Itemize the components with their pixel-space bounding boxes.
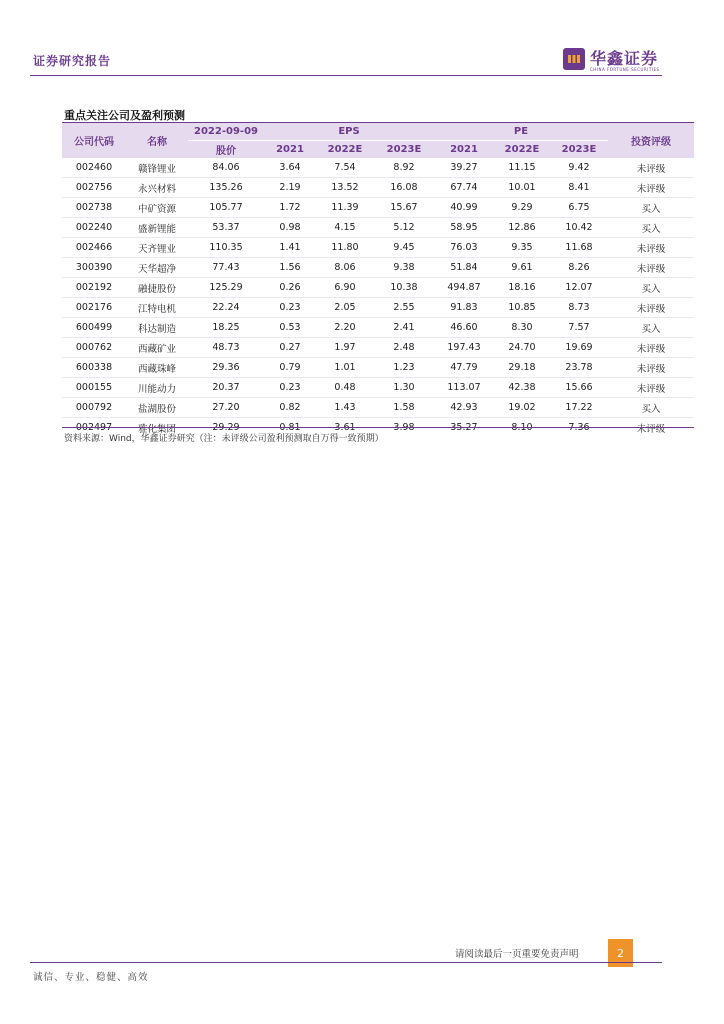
cell-rating: 未评级 [608, 238, 694, 258]
table-row [62, 178, 694, 198]
cell-eps2021: 0.98 [264, 218, 316, 238]
header-rating: 投资评级 [608, 123, 694, 158]
cell-code: 600499 [62, 318, 126, 338]
cell-eps2022: 8.06 [316, 258, 374, 278]
cell-name: 盐湖股份 [126, 398, 188, 418]
cell-eps2021: 0.26 [264, 278, 316, 298]
cell-rating: 未评级 [608, 158, 694, 178]
cell-price: 20.37 [188, 378, 264, 398]
cell-eps2023: 2.55 [374, 298, 434, 318]
cell-eps2021: 2.19 [264, 178, 316, 198]
cell-code: 002466 [62, 238, 126, 258]
table-row [62, 278, 694, 298]
cell-pe2022: 11.15 [494, 158, 550, 178]
cell-eps2021: 1.56 [264, 258, 316, 278]
cell-price: 105.77 [188, 198, 264, 218]
cell-eps2023: 2.48 [374, 338, 434, 358]
table-row [62, 198, 694, 218]
cell-code: 002240 [62, 218, 126, 238]
cell-rating: 买入 [608, 398, 694, 418]
table-row [62, 338, 694, 358]
cell-pe2021: 58.95 [434, 218, 494, 238]
cell-price: 29.29 [212, 422, 240, 433]
cell-eps2021: 1.41 [264, 238, 316, 258]
cell-pe2022: 24.70 [494, 338, 550, 358]
cell-pe2021: 51.84 [434, 258, 494, 278]
cell-eps2021: 0.27 [264, 338, 316, 358]
cell-pe2021: 197.43 [434, 338, 494, 358]
cell-name: 西藏矿业 [126, 338, 188, 358]
cell-code: 002738 [62, 198, 126, 218]
cell-eps2021: 0.82 [264, 398, 316, 418]
header-divider [30, 75, 662, 76]
cell-code: 002497 [75, 422, 113, 433]
table-row [62, 298, 694, 318]
cell-rating: 买入 [608, 198, 694, 218]
cell-pe2022: 18.16 [494, 278, 550, 298]
logo-mark-icon [563, 48, 585, 70]
cell-price: 29.36 [188, 358, 264, 378]
cell-price: 53.37 [188, 218, 264, 238]
cell-pe2023: 8.73 [550, 298, 608, 318]
cell-eps2022: 1.97 [316, 338, 374, 358]
cell-price: 77.43 [188, 258, 264, 278]
table-row [62, 398, 694, 418]
cell-code: 002460 [62, 158, 126, 178]
cell-code: 300390 [62, 258, 126, 278]
cell-rating: 买入 [608, 278, 694, 298]
cell-pe2021: 39.27 [434, 158, 494, 178]
table-row [62, 378, 694, 398]
cell-eps2023: 15.67 [374, 198, 434, 218]
company-motto: 诚信、专业、稳健、高效 [33, 972, 149, 983]
cell-pe2022: 8.30 [494, 318, 550, 338]
cell-eps2023: 9.45 [374, 238, 434, 258]
cell-name: 永兴材料 [126, 178, 188, 198]
cell-eps2023: 2.41 [374, 318, 434, 338]
header-code: 公司代码 [62, 123, 126, 158]
cell-name: 雅化集团 [137, 423, 176, 435]
header-eps-2022e: 2022E [316, 141, 374, 159]
cell-eps2022: 1.01 [316, 358, 374, 378]
disclaimer-note: 请阅读最后一页重要免责声明 [455, 949, 579, 960]
cell-price: 27.20 [188, 398, 264, 418]
cell-eps2023: 10.38 [374, 278, 434, 298]
cell-pe2023: 12.07 [550, 278, 608, 298]
header-eps-2023e: 2023E [374, 141, 434, 159]
cell-price: 125.29 [188, 278, 264, 298]
cell-eps2022: 2.05 [316, 298, 374, 318]
table-row [62, 158, 694, 178]
footer-divider [30, 962, 662, 963]
cell-eps2023: 3.98 [393, 422, 415, 433]
header-name: 名称 [126, 123, 188, 158]
cell-pe2021: 40.99 [434, 198, 494, 218]
header-pe-2022e: 2022E [494, 141, 550, 159]
cell-pe2023: 8.41 [550, 178, 608, 198]
cell-eps2023: 1.30 [374, 378, 434, 398]
cell-name: 盛新锂能 [126, 218, 188, 238]
cell-code: 000792 [62, 398, 126, 418]
cell-pe2023: 8.26 [550, 258, 608, 278]
cell-eps2022: 2.20 [316, 318, 374, 338]
cell-name: 川能动力 [126, 378, 188, 398]
table-row [62, 258, 694, 278]
cell-pe2022: 8.10 [511, 422, 533, 433]
cell-rating: 未评级 [636, 423, 666, 435]
header-pe-2021: 2021 [434, 141, 494, 159]
header-pe: PE [434, 123, 608, 141]
source-note: 资料来源：Wind，华鑫证券研究（注：未评级公司盈利预测取自万得一致预期） [64, 434, 384, 444]
cell-pe2023: 15.66 [550, 378, 608, 398]
cell-name: 西藏珠峰 [126, 358, 188, 378]
cell-pe2023: 6.75 [550, 198, 608, 218]
cell-eps2022: 6.90 [316, 278, 374, 298]
cell-pe2022: 9.29 [494, 198, 550, 218]
header-date: 2022-09-09 [188, 123, 264, 141]
cell-eps2023: 1.23 [374, 358, 434, 378]
cell-pe2023: 11.68 [550, 238, 608, 258]
cell-pe2021: 494.87 [434, 278, 494, 298]
cell-name: 天华超净 [126, 258, 188, 278]
cell-name: 天齐锂业 [126, 238, 188, 258]
cell-eps2022: 0.48 [316, 378, 374, 398]
table-row [62, 358, 694, 378]
cell-eps2022: 13.52 [316, 178, 374, 198]
cell-eps2023: 8.92 [374, 158, 434, 178]
cell-eps2023: 1.58 [374, 398, 434, 418]
forecast-table [62, 123, 694, 437]
cell-rating: 买入 [608, 318, 694, 338]
cell-pe2022: 19.02 [494, 398, 550, 418]
page-number: 2 [608, 939, 633, 967]
cell-eps2022: 4.15 [316, 218, 374, 238]
header-eps: EPS [264, 123, 434, 141]
cell-pe2023: 23.78 [550, 358, 608, 378]
cell-price: 84.06 [188, 158, 264, 178]
cell-pe2021: 113.07 [434, 378, 494, 398]
cell-rating: 未评级 [608, 258, 694, 278]
cell-pe2021: 47.79 [434, 358, 494, 378]
cell-pe2021: 76.03 [434, 238, 494, 258]
cell-price: 110.35 [188, 238, 264, 258]
cell-eps2021: 0.53 [264, 318, 316, 338]
cell-rating: 未评级 [608, 358, 694, 378]
cell-pe2021: 42.93 [434, 398, 494, 418]
cell-eps2023: 16.08 [374, 178, 434, 198]
header-pe-2023e: 2023E [550, 141, 608, 159]
logo-text: 华鑫证券 [590, 49, 659, 68]
logo-subtext: CHINA FORTUNE SECURITIES [590, 67, 660, 72]
cell-pe2022: 29.18 [494, 358, 550, 378]
cell-eps2022: 3.61 [334, 422, 356, 433]
cell-code: 600338 [62, 358, 126, 378]
report-type-label: 证券研究报告 [33, 54, 112, 68]
cell-rating: 未评级 [608, 338, 694, 358]
cell-price: 48.73 [188, 338, 264, 358]
cell-pe2023: 9.42 [550, 158, 608, 178]
cell-eps2023: 5.12 [374, 218, 434, 238]
cell-name: 中矿资源 [126, 198, 188, 218]
cell-rating: 未评级 [608, 298, 694, 318]
cell-pe2023: 17.22 [550, 398, 608, 418]
table-row [62, 238, 694, 258]
table-row [62, 218, 694, 238]
cell-code: 002192 [62, 278, 126, 298]
cell-pe2022: 9.61 [494, 258, 550, 278]
cell-pe2023: 10.42 [550, 218, 608, 238]
cell-pe2021: 35.27 [450, 422, 478, 433]
cell-rating: 买入 [608, 218, 694, 238]
table-bottom-rule [62, 427, 694, 428]
cell-pe2023: 7.57 [550, 318, 608, 338]
cell-pe2021: 91.83 [434, 298, 494, 318]
cell-code: 000762 [62, 338, 126, 358]
cell-rating: 未评级 [608, 378, 694, 398]
cell-pe2022: 12.86 [494, 218, 550, 238]
cell-eps2022: 11.80 [316, 238, 374, 258]
cell-eps2021: 0.23 [264, 378, 316, 398]
cell-pe2022: 9.35 [494, 238, 550, 258]
cell-pe2022: 42.38 [494, 378, 550, 398]
cell-eps2021: 3.64 [264, 158, 316, 178]
cell-eps2021: 0.23 [264, 298, 316, 318]
table-title: 重点关注公司及盈利预测 [64, 109, 185, 122]
cell-code: 002176 [62, 298, 126, 318]
header-price: 股价 [188, 141, 264, 159]
cell-name: 科达制造 [126, 318, 188, 338]
cell-eps2021: 0.79 [264, 358, 316, 378]
cell-eps2023: 9.38 [374, 258, 434, 278]
cell-code: 002756 [62, 178, 126, 198]
cell-pe2022: 10.85 [494, 298, 550, 318]
cell-price: 135.26 [188, 178, 264, 198]
cell-eps2022: 11.39 [316, 198, 374, 218]
cell-name: 赣锋锂业 [126, 158, 188, 178]
cell-name: 融捷股份 [126, 278, 188, 298]
company-logo [563, 46, 673, 74]
cell-eps2022: 7.54 [316, 158, 374, 178]
cell-price: 22.24 [188, 298, 264, 318]
header-eps-2021: 2021 [264, 141, 316, 159]
cell-eps2021: 0.81 [279, 422, 301, 433]
cell-eps2022: 1.43 [316, 398, 374, 418]
cell-pe2021: 46.60 [434, 318, 494, 338]
cell-pe2022: 10.01 [494, 178, 550, 198]
cell-code: 000155 [62, 378, 126, 398]
cell-pe2021: 67.74 [434, 178, 494, 198]
cell-eps2021: 1.72 [264, 198, 316, 218]
cell-pe2023: 19.69 [550, 338, 608, 358]
cell-price: 18.25 [188, 318, 264, 338]
cell-rating: 未评级 [608, 178, 694, 198]
table-row [62, 318, 694, 338]
cell-pe2023: 7.36 [568, 422, 590, 433]
cell-name: 江特电机 [126, 298, 188, 318]
